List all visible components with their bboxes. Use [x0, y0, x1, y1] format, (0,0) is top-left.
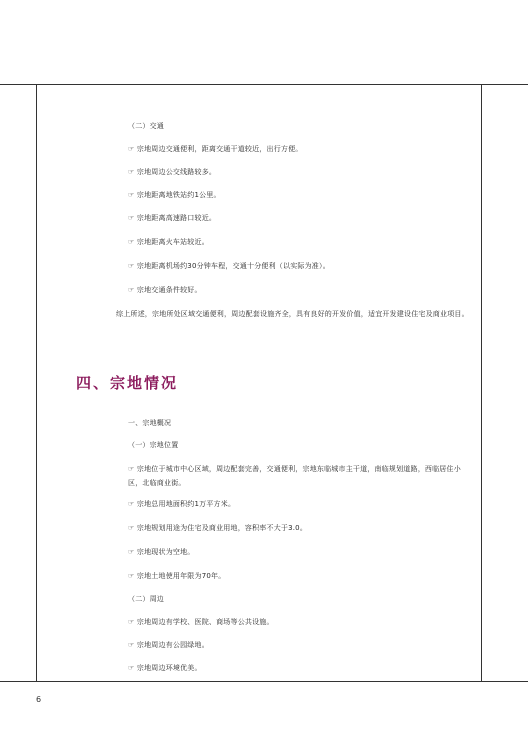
bullet-item: ☞ 宗地周边有学校、医院、商场等公共设施。: [128, 618, 274, 626]
bullet-item: ☞ 宗地交通条件较好。: [128, 286, 202, 294]
bullet-item: ☞ 宗地周边交通便利，距离交通干道较近，出行方便。: [128, 145, 303, 153]
bullet-item: ☞ 宗地距离火车站较近。: [128, 238, 209, 246]
left-column-border: [36, 84, 37, 681]
top-rule: [0, 84, 528, 85]
bottom-rule: [0, 681, 528, 682]
subsection-label: （一）宗地位置: [128, 441, 179, 449]
bullet-item: ☞ 宗地周边公交线路较多。: [128, 168, 217, 176]
bullet-item: ☞ 宗地周边环境优美。: [128, 664, 202, 672]
subsection-label: （二）交通: [128, 122, 164, 130]
bullet-paragraph: ☞ 宗地位于城市中心区域，周边配套完善，交通便利，宗地东临城市主干道，南临规划道路，西临居住小区，北临商业街。: [128, 465, 461, 487]
bullet-item: ☞ 宗地距离地铁站约1公里。: [128, 191, 221, 199]
section-heading: 四、宗地情况: [76, 374, 179, 392]
bullet-item: ☞ 宗地现状为空地。: [128, 548, 195, 556]
summary-paragraph: 综上所述，宗地所处区域交通便利，周边配套设施齐全，具有良好的开发价值，适宜开发建设住宅及商业项目。: [116, 310, 469, 318]
bullet-item: ☞ 宗地距离机场约30分钟车程，交通十分便利（以实际为准）。: [128, 262, 330, 270]
bullet-item: ☞ 宗地周边有公园绿地。: [128, 641, 209, 649]
bullet-item: ☞ 宗地距离高速路口较近。: [128, 214, 217, 222]
right-column-border: [481, 84, 482, 681]
subsection-label: （二）周边: [128, 595, 164, 603]
page-number: 6: [36, 695, 42, 704]
subsection-label: 一、宗地概况: [128, 419, 172, 427]
bullet-item: ☞ 宗地总用地面积约1万平方米。: [128, 500, 236, 508]
bullet-item: ☞ 宗地土地使用年限为70年。: [128, 572, 226, 580]
bullet-item: ☞ 宗地规划用途为住宅及商业用地，容积率不大于3.0。: [128, 524, 308, 532]
